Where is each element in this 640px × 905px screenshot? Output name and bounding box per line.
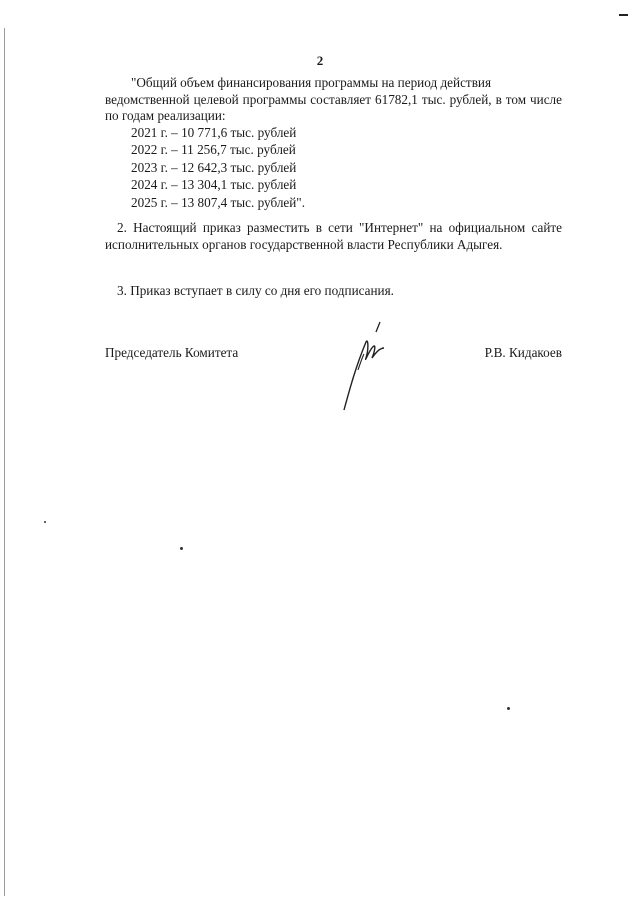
paragraph-financing-rest: ведомственной целевой программы составляет 61782,1 тыс. рублей, в том числе по годам реализации:: [105, 91, 562, 123]
paragraph-effective: 3. Приказ вступает в силу со дня его подписания.: [117, 283, 394, 298]
year-item: 2022 г. – 11 256,7 тыс. рублей: [131, 142, 296, 158]
scan-speck: [44, 521, 46, 523]
signatory-title: Председатель Комитета: [105, 345, 239, 360]
scan-speck: [507, 707, 510, 710]
year-item: 2023 г. – 12 642,3 тыс. рублей: [131, 159, 297, 175]
page-number: 2: [316, 53, 324, 68]
paragraph-financing-line-1: "Общий объем финансирования программы на период действия: [131, 75, 492, 90]
year-item: 2024 г. – 13 304,1 тыс. рублей: [131, 177, 297, 193]
paragraph-financing: [105, 75, 562, 125]
signatory-name: Р.В. Кидакоев: [484, 345, 562, 360]
scan-edge-line: [4, 28, 5, 896]
scan-speck: [180, 547, 183, 550]
paragraph-publish: 2. Настоящий приказ разместить в сети "Интернет" на официальном сайте исполнительных органов государственной власти Республики Адыгея.: [105, 220, 562, 252]
year-item: 2025 г. – 13 807,4 тыс. рублей".: [131, 194, 305, 210]
handwritten-signature: [336, 318, 396, 418]
year-item: 2021 г. – 10 771,6 тыс. рублей: [131, 125, 297, 140]
year-list: [131, 124, 305, 211]
corner-mark: [619, 14, 628, 16]
